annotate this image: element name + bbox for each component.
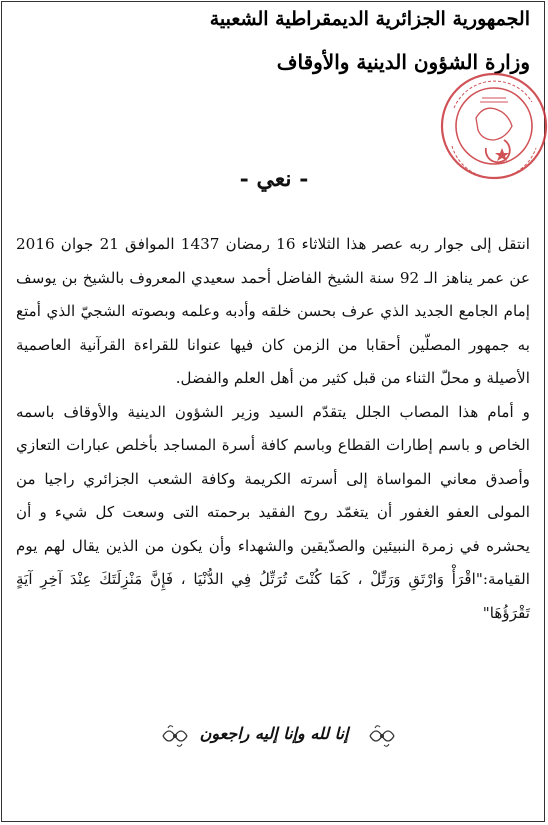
closing-verse: إنا لله وإنا إليه راجعون [199,724,349,743]
paragraph-condolences: و أمام هذا المصاب الجلل يتقدّم السيد وزير الشؤون الدينية والأوقاف باسمه الخاص و باسم إطارات القطاع وباسم كافة أسرة المساجد بأخلص عبارات التعازي وأصدق معاني المواساة إلى أسرته الكريمة وكافة الشعب الجزائري راجيا من المولى العفو الغفور أن يتغمّد روح الفقيد برحمته التى وسعت كل شيء و أن يحشره في زمرة النبيئين والصدّيقين والشهداء وأن يكون من الذين يقال لهم يوم القيامة:"اقْرَأْ وَارْتَقِ وَرَتِّلْ ، كَمَا كُنْتَ تُرَتِّلُ فِي الدُّنْيَا ، فَإِنَّ مَنْزِلَتَكَ عِنْدَ آخِرِ آيَةٍ تَقْرَؤُهَا" [16,402,530,622]
republic-header: الجمهورية الجزائرية الديمقراطية الشعبية [209,8,530,30]
closing-line [2,720,546,754]
floral-ornament-icon [160,722,190,750]
ministry-header: وزارة الشؤون الدينية والأوقاف [276,50,530,74]
document-title: - نعي - [239,166,309,192]
paragraph-obituary: انتقل إلى جوار ربه عصر هذا الثلاثاء 16 رمضان 1437 الموافق 21 جوان 2016 عن عمر يناهز الـ 92 سنة الشيخ الفاضل أحمد سعيدي المعروف بالشيخ بن يوسف إمام الجامع الجديد الذي عرف بحسن خلقه وأدبه وعلمه وبصوته الشجيّ الذي أمتع به جمهور المصلّين أحقابا من الزمن كان فيها عنوانا للقراءة القرآنية العاصمية الأصيلة و محلّ الثناء من قبل كثير من أهل العلم والفضل. [16,235,531,387]
document-body [16,228,530,630]
document-page [1,1,545,822]
